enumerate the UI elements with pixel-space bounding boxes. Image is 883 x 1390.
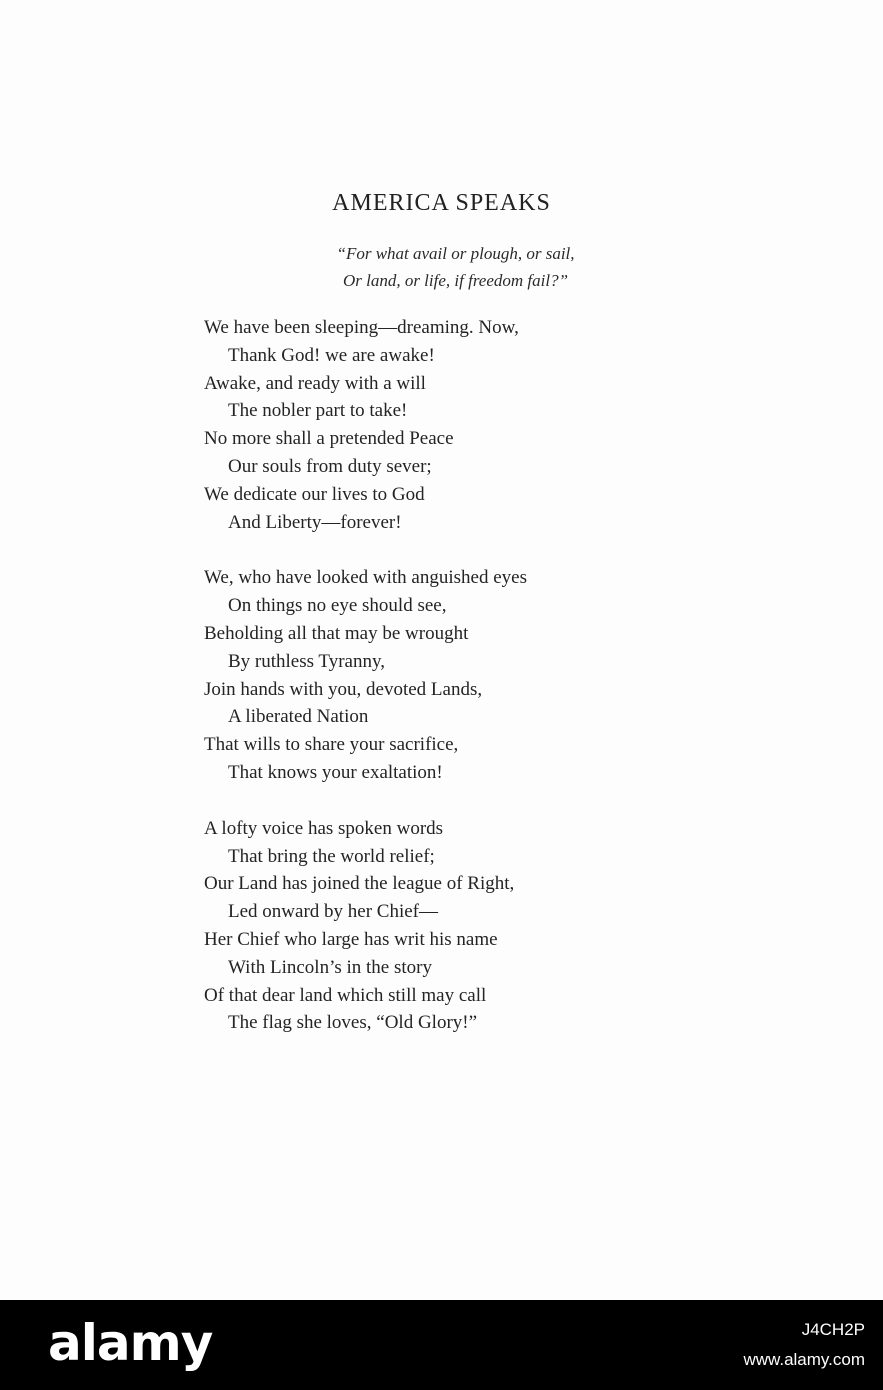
watermark-footer	[0, 1300, 883, 1390]
epigraph-line: Or land, or life, if freedom fail?”	[342, 271, 569, 290]
verse-line: Our Land has joined the league of Right,	[204, 873, 515, 895]
verse-line: That wills to share your sacrifice,	[204, 734, 459, 756]
verse-line: Awake, and ready with a will	[204, 372, 426, 394]
verse-line: On things no eye should see,	[228, 595, 447, 617]
verse-line: That knows your exaltation!	[228, 761, 443, 783]
verse-line: Thank God! we are awake!	[228, 344, 435, 366]
verse-line: And Liberty—forever!	[228, 511, 402, 533]
verse-line: By ruthless Tyranny,	[228, 650, 385, 672]
stanza-1	[204, 314, 764, 536]
verse-line: We, who have looked with anguished eyes	[204, 567, 527, 589]
verse-line: A lofty voice has spoken words	[204, 817, 444, 839]
image-code: J4CH2P	[801, 1320, 865, 1339]
poem-title: AMERICA SPEAKS	[332, 190, 551, 216]
stanza-2	[204, 564, 764, 786]
stanza-3	[204, 815, 764, 1037]
epigraph-line: “For what avail or plough, or sail,	[336, 244, 575, 263]
verse-line: Led onward by her Chief—	[228, 901, 438, 923]
verse-line: The nobler part to take!	[228, 400, 408, 422]
site-url: www.alamy.com	[743, 1350, 865, 1369]
verse-line: Her Chief who large has writ his name	[204, 928, 498, 950]
verse-line: Our souls from duty sever;	[228, 455, 432, 477]
verse-line: Of that dear land which still may call	[204, 984, 487, 1006]
verse-line: A liberated Nation	[228, 706, 369, 728]
poem-body	[204, 314, 764, 1065]
verse-line: The flag she loves, “Old Glory!”	[228, 1012, 478, 1034]
verse-line: Join hands with you, devoted Lands,	[204, 678, 483, 700]
verse-line: Beholding all that may be wrought	[204, 622, 469, 644]
verse-line: With Lincoln’s in the story	[228, 956, 432, 978]
verse-line: No more shall a pretended Peace	[204, 428, 454, 450]
verse-line: That bring the world relief;	[228, 845, 435, 867]
verse-line: We have been sleeping—dreaming. Now,	[204, 317, 519, 338]
verse-line: We dedicate our lives to God	[204, 483, 425, 505]
alamy-logo: alamy	[48, 1314, 213, 1372]
epigraph	[0, 240, 883, 294]
